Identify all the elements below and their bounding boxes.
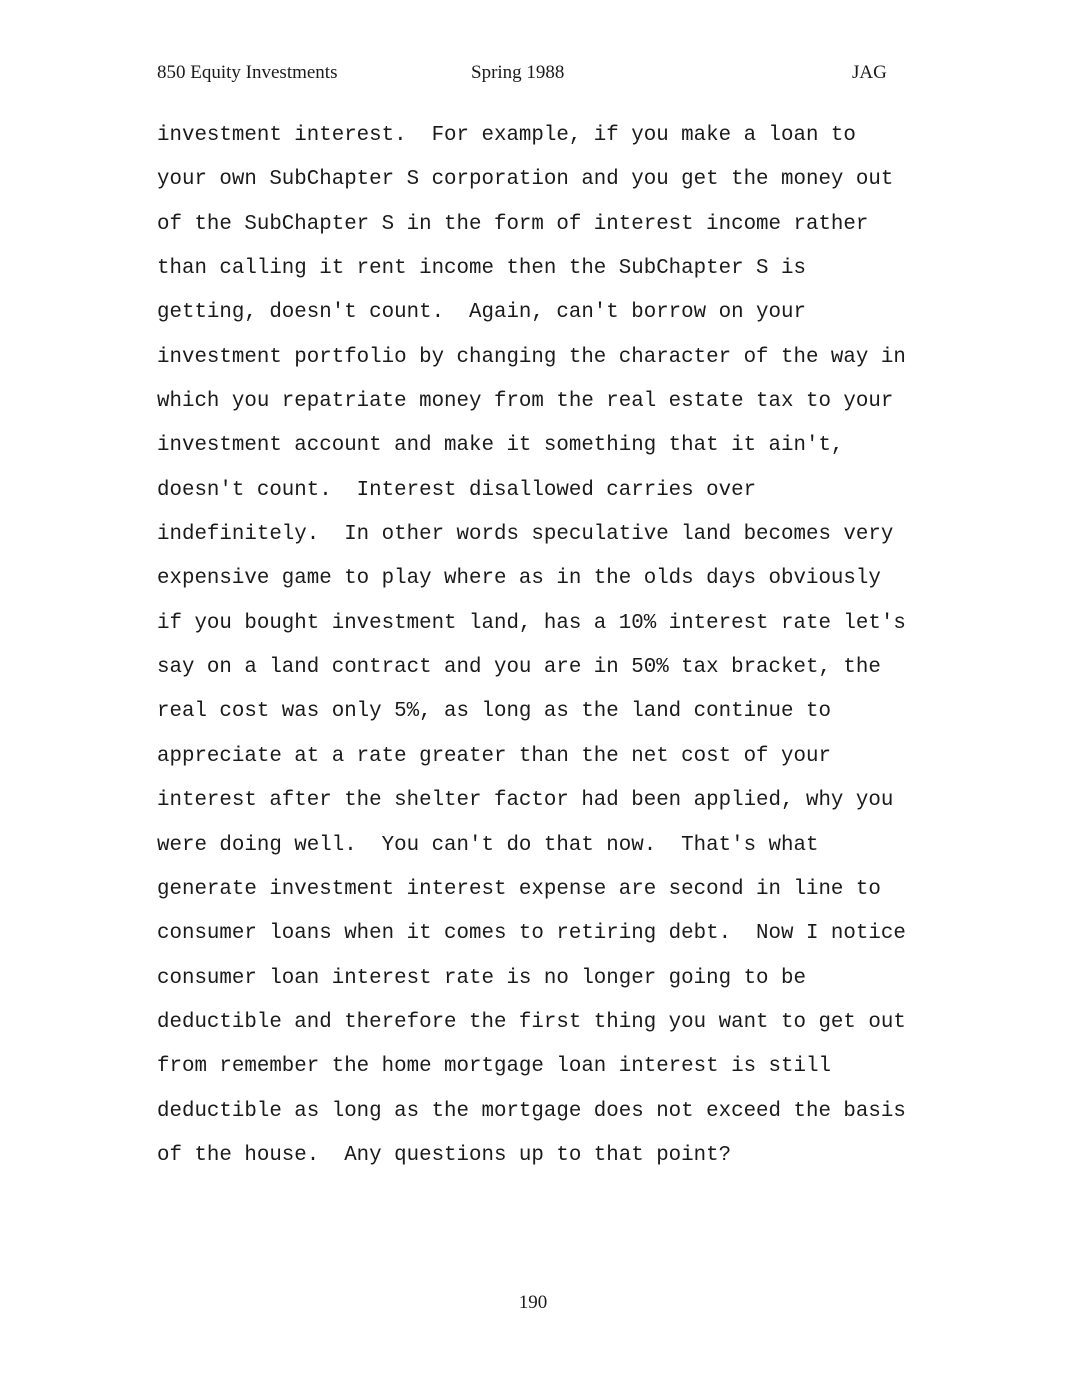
text-line: than calling it rent income then the SubChapter S is [157, 257, 806, 281]
page-header [0, 62, 1066, 90]
text-line: doesn't count. Interest disallowed carries over [157, 478, 757, 502]
text-line: say on a land contract and you are in 50% tax bracket, the [157, 656, 881, 680]
text-line: investment portfolio by changing the character of the way in [157, 345, 906, 369]
text-line: appreciate at a rate greater than the net cost of your [157, 744, 831, 768]
text-line: which you repatriate money from the real estate tax to your [157, 390, 894, 414]
text-line: if you bought investment land, has a 10% interest rate let's [157, 611, 906, 635]
text-line: from remember the home mortgage loan interest is still [157, 1055, 831, 1079]
text-line: were doing well. You can't do that now. That's what [157, 833, 819, 857]
text-line: deductible as long as the mortgage does not exceed the basis [157, 1099, 906, 1123]
header-term: Spring 1988 [471, 62, 565, 83]
text-line: generate investment interest expense are second in line to [157, 877, 881, 901]
text-line: of the house. Any questions up to that point? [157, 1143, 732, 1167]
text-line: real cost was only 5%, as long as the land continue to [157, 700, 831, 724]
text-line: expensive game to play where as in the olds days obviously [157, 567, 881, 591]
header-initials: JAG [852, 62, 887, 83]
text-line: deductible and therefore the first thing you want to get out [157, 1010, 906, 1034]
transcript-body [157, 114, 937, 1178]
text-line: consumer loans when it comes to retiring debt. Now I notice [157, 922, 906, 946]
text-line: getting, doesn't count. Again, can't borrow on your [157, 301, 806, 325]
text-line: interest after the shelter factor had been applied, why you [157, 789, 894, 813]
text-line: your own SubChapter S corporation and you get the money out [157, 168, 894, 192]
text-line: of the SubChapter S in the form of interest income rather [157, 212, 869, 236]
text-line: investment interest. For example, if you make a loan to [157, 124, 856, 147]
text-line: indefinitely. In other words speculative land becomes very [157, 523, 894, 547]
text-line: investment account and make it something that it ain't, [157, 434, 844, 458]
text-line: consumer loan interest rate is no longer going to be [157, 966, 806, 990]
page-number: 190 [518, 1292, 548, 1313]
header-course-title: 850 Equity Investments [157, 62, 338, 83]
